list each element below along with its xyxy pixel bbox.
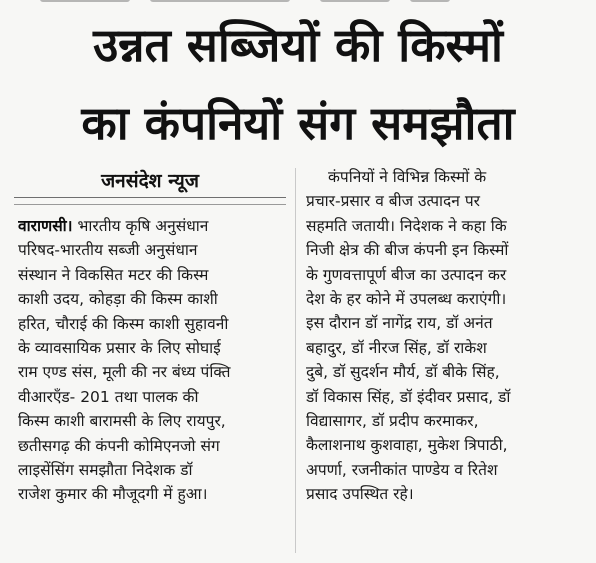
article-line: राम एण्ड संस, मूली की नर बंध्य पंक्ति bbox=[18, 363, 231, 382]
article-line: निजी क्षेत्र की बीज कंपनी इन किस्मों bbox=[306, 241, 509, 260]
byline: जनसंदेश न्यूज bbox=[101, 170, 199, 192]
dateline: वाराणसी। bbox=[18, 217, 73, 235]
headline-line-2: का कंपनियों संग समझौता bbox=[81, 96, 515, 150]
article-line: प्रसाद उपस्थित रहे। bbox=[306, 485, 414, 504]
article-line: अपर्णा, रजनीकांत पाण्डेय व रितेश bbox=[306, 460, 498, 479]
article-line: बहादुर, डॉ नीरज सिंह, डॉ राकेश bbox=[306, 338, 487, 357]
article-line: लाइसेंसिंग समझौता निदेशक डॉ bbox=[18, 460, 193, 479]
article-line: संस्थान ने विकसित मटर की किस्म bbox=[18, 265, 209, 284]
article-line: कंपनियों ने विभिन्न किस्मों के bbox=[328, 168, 487, 186]
article-line: परिषद-भारतीय सब्जी अनुसंधान bbox=[18, 241, 198, 260]
article-line: कैलाशनाथ कुशवाहा, मुकेश त्रिपाठी, bbox=[306, 436, 508, 455]
article-line: छतीसगढ़ की कंपनी कोमिएनजो संग bbox=[18, 436, 220, 455]
byline-underline bbox=[14, 197, 286, 198]
article-line: काशी उदय, कोहड़ा की किस्म काशी bbox=[18, 290, 218, 309]
column-divider bbox=[295, 168, 296, 553]
article-line: सहमति जतायी। निदेशक ने कहा कि bbox=[306, 216, 507, 235]
article-line: विद्यासागर, डॉ प्रदीप करमाकर, bbox=[306, 411, 479, 430]
headline-line-1: उन्नत सब्जियों की किस्मों bbox=[93, 18, 503, 72]
cropped-previous-text bbox=[0, 0, 596, 14]
article-line: प्रचार-प्रसार व बीज उत्पादन पर bbox=[306, 192, 480, 211]
article-line-text: भारतीय कृषि अनुसंधान bbox=[72, 217, 209, 235]
article-line: किस्म काशी बारामसी के लिए रायपुर, bbox=[18, 412, 226, 431]
byline-rule bbox=[14, 204, 286, 205]
article-line: डॉ विकास सिंह, डॉ इंदीवर प्रसाद, डॉ bbox=[306, 387, 511, 406]
article-line: हरित, चौराई की किस्म काशी सुहावनी bbox=[18, 314, 229, 333]
article-column-left bbox=[18, 214, 284, 507]
article-line: देश के हर कोने में उपलब्ध कराएंगी। bbox=[306, 289, 507, 308]
article-line: राजेश कुमार की मौजूदगी में हुआ। bbox=[18, 485, 208, 504]
article-line: इस दौरान डॉ नागेंद्र राय, डॉ अनंत bbox=[306, 314, 493, 333]
article-line: के गुणवत्तापूर्ण बीज का उत्पादन कर bbox=[306, 265, 507, 284]
article-line: के व्यावसायिक प्रसार के लिए सोघाई bbox=[18, 338, 221, 357]
article-line: दुबे, डॉ सुदर्शन मौर्य, डॉ बीके सिंह, bbox=[306, 363, 500, 382]
article-line: वीआरएँड- 201 तथा पालक की bbox=[18, 387, 199, 406]
article-line bbox=[18, 214, 284, 238]
article-column-right bbox=[306, 165, 578, 506]
